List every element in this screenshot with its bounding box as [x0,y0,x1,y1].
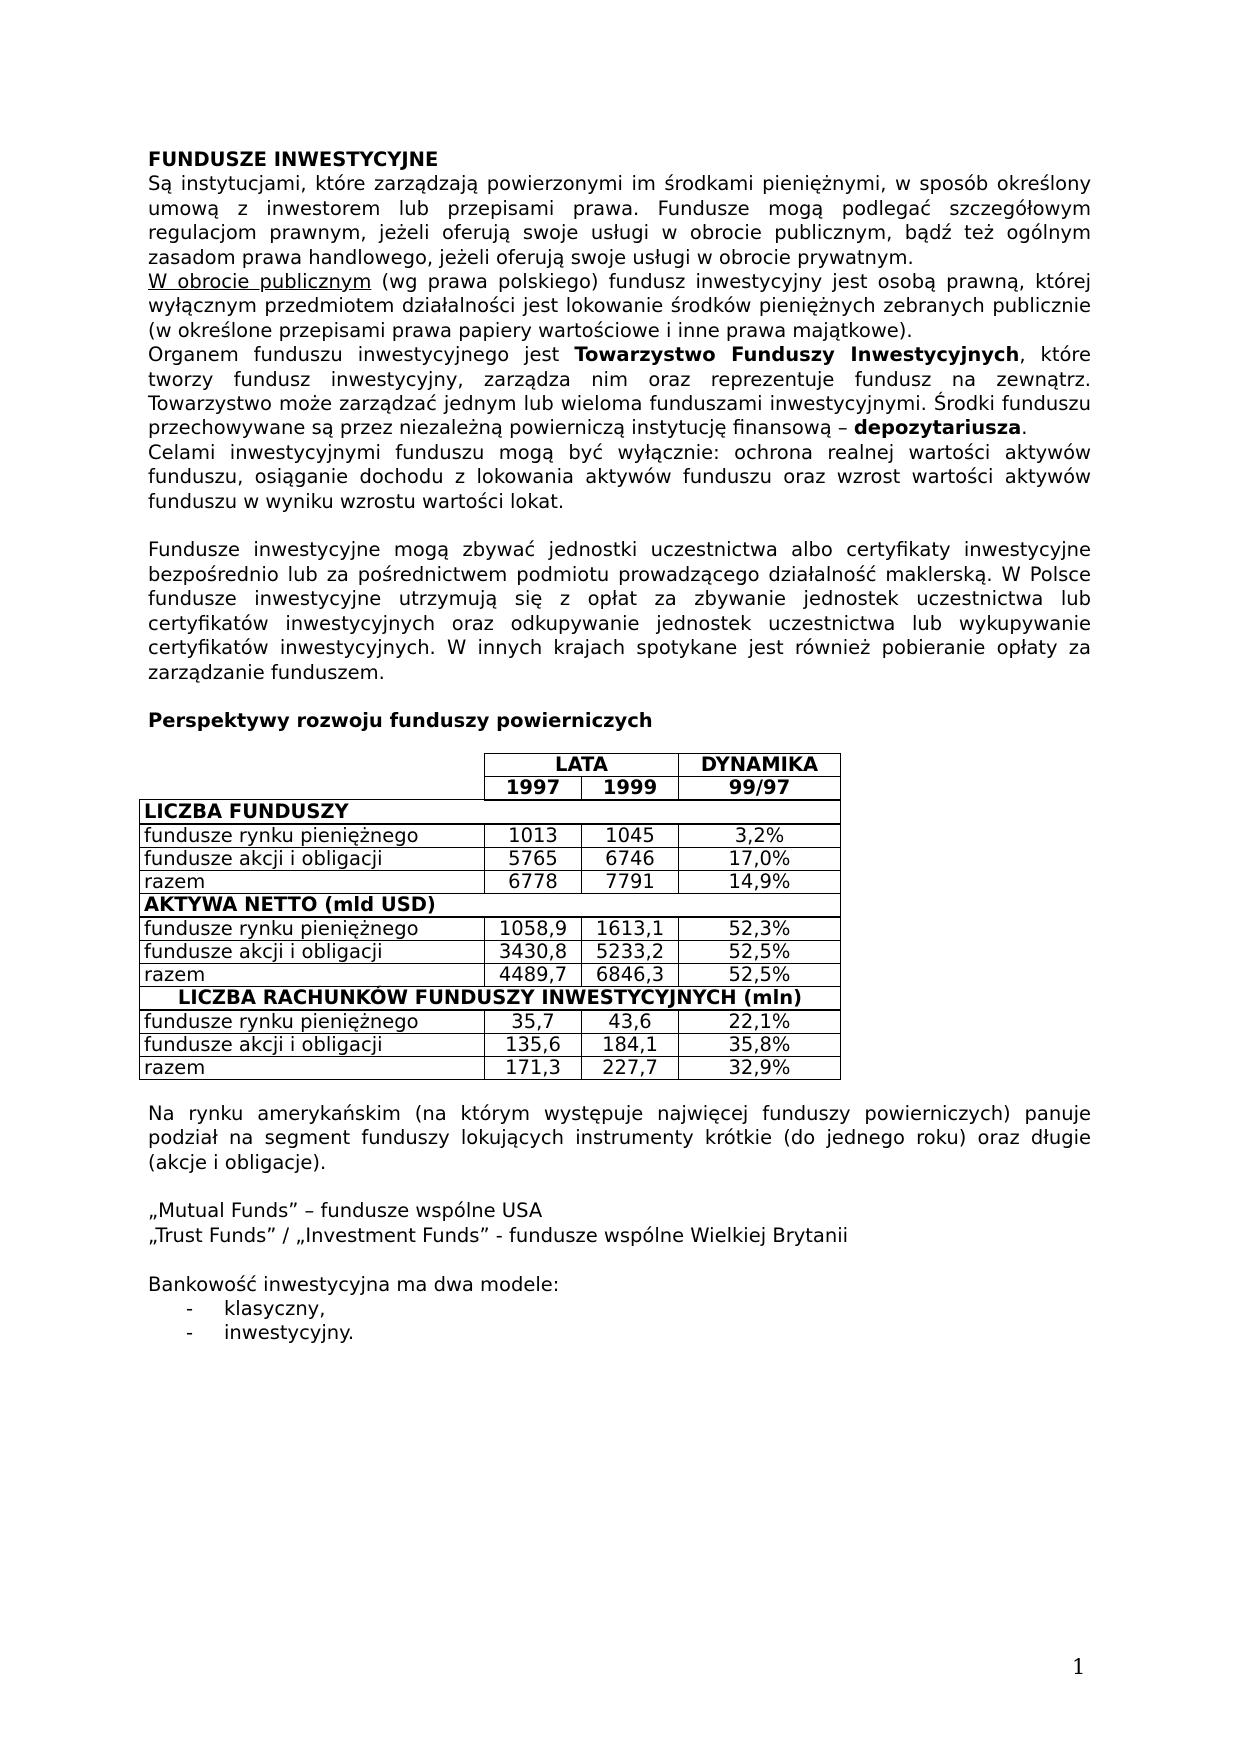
cell-dynamika: 52,5% [679,940,841,963]
paragraph-goals: Celami inwestycyjnymi funduszu mogą być wyłącznie: ochrona realnej wartości aktywów funduszu, osiąganie dochodu z lokowania aktywów funduszu oraz wzrost wartości aktywów funduszu w wyniku wzrostu wartości lokat. [148,440,1091,513]
cell-dynamika: 52,3% [679,917,841,941]
row-label: fundusze akcji i obligacji [140,1033,485,1056]
header-lata: LATA [485,753,679,776]
page-number: 1 [1072,1655,1086,1679]
paragraph-text: . [1021,416,1028,440]
paragraph-text: , które tworzy fundusz inwestycyjny, zarządza nim oraz reprezentuje fundusz na zewnątrz. Towarzystwo może zarządzać jednym lub wieloma funduszami inwestycyjnymi. Środki funduszu przechowywane są przez niezależną powierniczą instytucję finansową – [148,343,1092,440]
paragraph-organ [148,343,1091,441]
cell-1997: 1013 [485,824,582,848]
cell-1997: 3430,8 [485,940,582,963]
row-label: razem [140,963,485,986]
cell-dynamika: 17,0% [679,847,841,870]
funds-table [139,753,841,1080]
line-mutual-funds: „Mutual Funds” – fundusze wspólne USA [148,1199,543,1223]
dash-bullet: - [186,1321,194,1345]
row-label: fundusze akcji i obligacji [140,940,485,963]
header-1997: 1997 [485,776,582,800]
table-row [140,940,841,963]
cell-dynamika: 22,1% [679,1010,841,1034]
cell-1999: 43,6 [582,1010,679,1034]
cell-1997: 171,3 [485,1056,582,1079]
cell-1997: 5765 [485,847,582,870]
table-section-header: LICZBA RACHUNKÓW FUNDUSZY INWESTYCYJNYCH (mln) [140,986,841,1010]
table-row [140,870,841,893]
document-title: FUNDUSZE INWESTYCYJNE [148,148,439,171]
banking-list [148,1297,1091,1346]
cell-dynamika: 14,9% [679,870,841,893]
table-row [140,1010,841,1034]
row-label: fundusze rynku pieniężnego [140,824,485,848]
table-section-header: AKTYWA NETTO (mld USD) [140,893,841,917]
banking-intro: Bankowość inwestycyjna ma dwa modele: [148,1272,560,1296]
header-1999: 1999 [582,776,679,800]
paragraph-text: (wg prawa polskiego) fundusz inwestycyjny jest osobą prawną, której wyłącznym przedmiotem działalności jest lokowanie środków pieniężnych zebranych publicznie (w określone przepisami prawa papiery wartościowe i inne prawa majątkowe). [148,270,1091,342]
header-9997: 99/97 [679,776,841,800]
paragraph-us-market: Na rynku amerykańskim (na którym występuje najwięcej funduszy powierniczych) panuje podział na segment funduszy lokujących instrumenty krótkie (do jednego roku) oraz długie (akcje i obligacje). [148,1101,1091,1174]
paragraph-definition: Są instytucjami, które zarządzają powierzonymi im środkami pieniężnymi, w sposób określony umową z inwestorem lub przepisami prawa. Fundusze mogą podlegać szczegółowym regulacjom prawnym, jeżeli oferują swoje usługi w obrocie publicznym, bądź też ogólnym zasadom prawa handlowego, jeżeli oferują swoje usługi w obrocie prywatnym. [148,172,1091,269]
cell-1999: 227,7 [582,1056,679,1079]
underlined-phrase: W obrocie publicznym [148,270,372,294]
line-trust-funds: „Trust Funds” / „Investment Funds” - fundusze wspólne Wielkiej Brytanii [148,1223,849,1247]
table-row [140,847,841,870]
cell-1997: 1058,9 [485,917,582,941]
document-page [144,148,1092,1346]
list-item [148,1297,1091,1321]
cell-1999: 1045 [582,824,679,848]
list-item [148,1321,1091,1345]
cell-1999: 6846,3 [582,963,679,986]
cell-1999: 5233,2 [582,940,679,963]
dash-bullet: - [186,1297,194,1321]
bold-term-depozytariusz: depozytariusza [853,416,1022,440]
paragraph-text: Organem funduszu inwestycyjnego jest [148,343,575,367]
table-row [140,1033,841,1056]
paragraph-public-trading [148,270,1091,343]
cell-1999: 1613,1 [582,917,679,941]
list-item-text: klasyczny, [224,1297,326,1321]
table-row [140,1056,841,1079]
cell-dynamika: 3,2% [679,824,841,848]
row-label: razem [140,1056,485,1079]
cell-1999: 184,1 [582,1033,679,1056]
row-label: razem [140,870,485,893]
paragraph-units: Fundusze inwestycyjne mogą zbywać jednostki uczestnictwa albo certyfikaty inwestycyjne bezpośrednio lub za pośrednictwem podmiotu prowadzącego działalność maklerską. W Polsce fundusze inwestycyjne utrzymują się z opłat za zbywanie jednostek uczestnictwa lub certyfikatów inwestycyjnych oraz odkupywanie jednostek uczestnictwa lub wykupywanie certyfikatów inwestycyjnych. W innych krajach spotykane jest również pobieranie opłaty za zarządzanie funduszem. [148,538,1091,684]
table-row [140,917,841,941]
row-label: fundusze rynku pieniężnego [140,1010,485,1034]
cell-1999: 6746 [582,847,679,870]
list-item-text: inwestycyjny. [224,1321,355,1345]
table-row [140,963,841,986]
cell-1997: 4489,7 [485,963,582,986]
cell-dynamika: 32,9% [679,1056,841,1079]
cell-1999: 7791 [582,870,679,893]
cell-1997: 6778 [485,870,582,893]
row-label: fundusze akcji i obligacji [140,847,485,870]
cell-1997: 35,7 [485,1010,582,1034]
row-label: fundusze rynku pieniężnego [140,917,485,941]
table-row [140,824,841,848]
cell-dynamika: 35,8% [679,1033,841,1056]
cell-dynamika: 52,5% [679,963,841,986]
table-section-header: LICZBA FUNDUSZY [140,800,841,824]
cell-1997: 135,6 [485,1033,582,1056]
bold-term-tfi: Towarzystwo Funduszy Inwestycyjnych [574,343,1020,367]
table-title: Perspektywy rozwoju funduszy powierniczych [148,708,653,732]
header-dynamika: DYNAMIKA [679,753,841,776]
